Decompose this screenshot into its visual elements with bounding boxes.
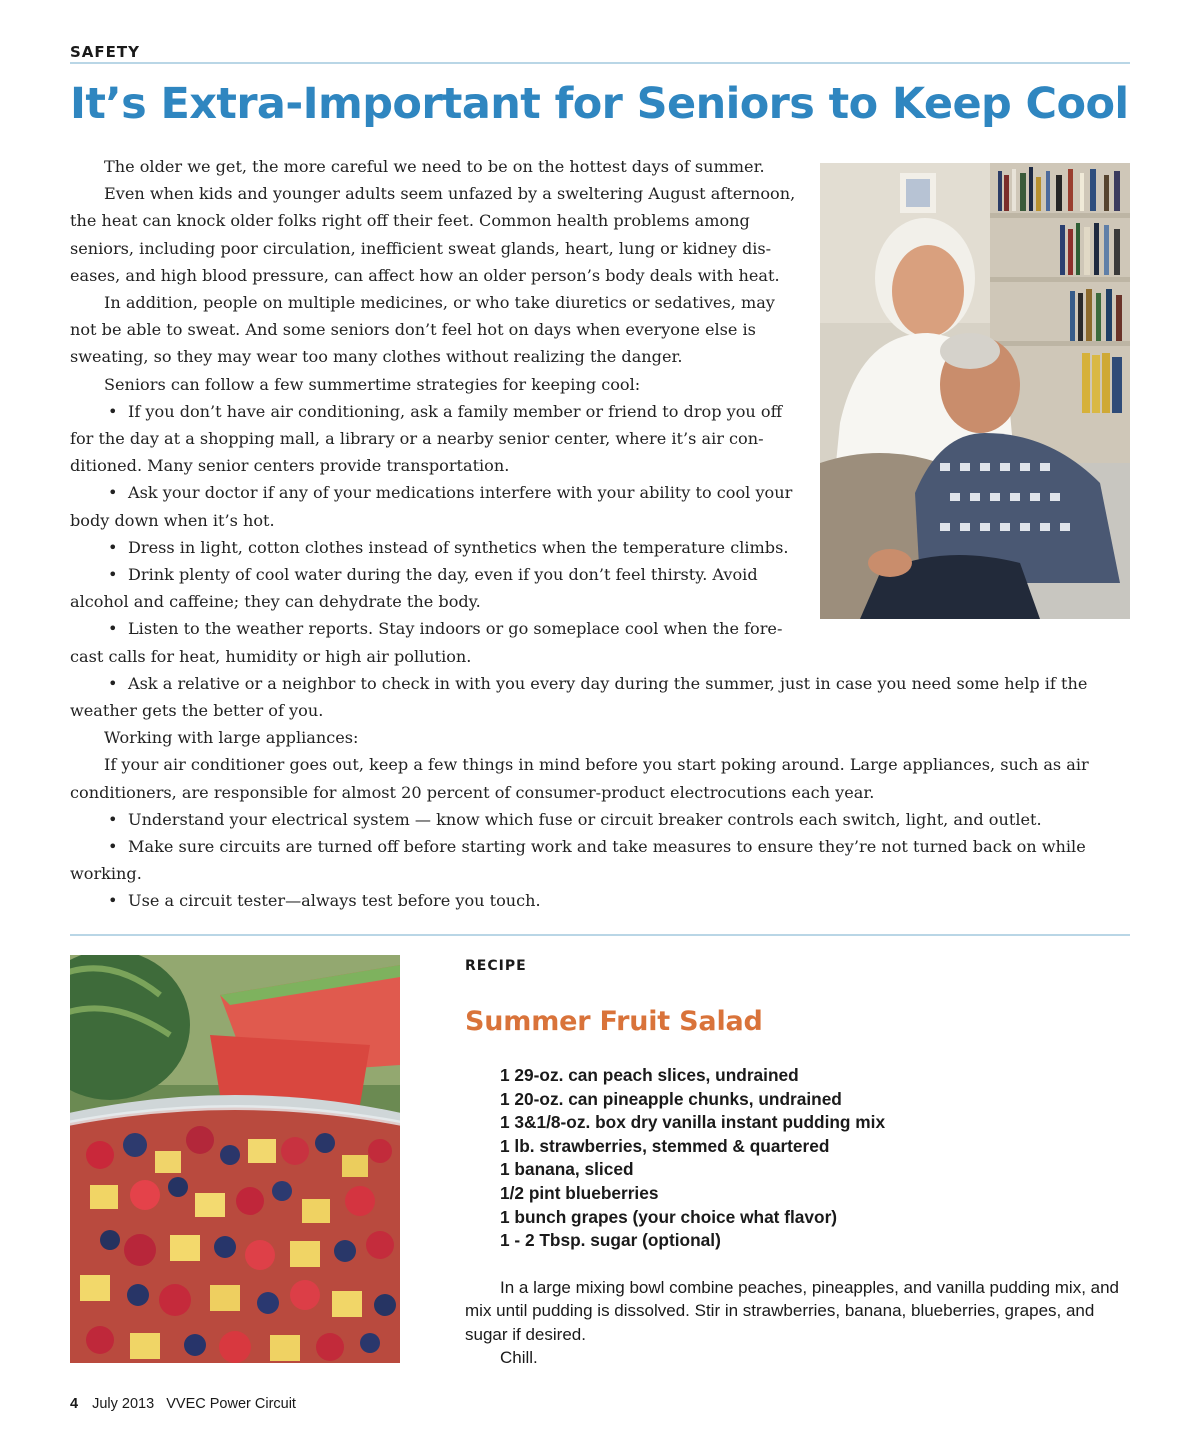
ingredient-item: 1 29-oz. can peach slices, undrained bbox=[500, 1065, 799, 1085]
bullet-text: Dress in light, cotton clothes instead of synthetics when the temperature climbs. bbox=[128, 537, 789, 557]
section-label-recipe: RECIPE bbox=[465, 958, 527, 974]
article-bullet bbox=[70, 833, 1130, 887]
bullet-text: Understand your electrical system — know which fuse or circuit breaker controls each switch, light, and outlet. bbox=[128, 809, 1042, 829]
bullet-marker: • bbox=[108, 837, 118, 857]
article-bullet bbox=[70, 887, 1130, 914]
photo-fruit-salad bbox=[70, 955, 400, 1363]
bullet-marker: • bbox=[108, 565, 118, 585]
article-paragraph: Even when kids and younger adults seem unfazed by a sweltering August afternoon, the heat can knock older folks right off their feet. Common health problems among seniors, including poor circulation, inefficient sweat glands, heart, lung or kidney diseases, and high blood pressure, can affect how an older person’s body deals with heat. bbox=[70, 184, 796, 285]
bullet-text: Listen to the weather reports. Stay indoors or go someplace cool when the forecast calls for heat, humidity or high air pollution. bbox=[70, 619, 783, 666]
ingredient-item: 1 banana, sliced bbox=[500, 1159, 634, 1180]
ingredient-item: 1 3&1/8-oz. box dry vanilla instant pudding mix bbox=[500, 1112, 886, 1133]
bullet-marker: • bbox=[108, 891, 118, 911]
section-label-safety: SAFETY bbox=[70, 43, 140, 61]
bullet-text: Drink plenty of cool water during the day, even if you don’t feel thirsty. Avoid alcohol and caffeine; they can dehydrate the body. bbox=[70, 565, 758, 612]
article-paragraph: If your air conditioner goes out, keep a few things in mind before you start poking around. Large appliances, such as air conditioners, are responsible for almost 20 percent of consumer-product electrocutions each year. bbox=[70, 755, 1089, 802]
article-body bbox=[70, 153, 1130, 915]
bullet-marker: • bbox=[108, 483, 118, 503]
bullet-text: Ask a relative or a neighbor to check in with you every day during the summer, just in case you need some help if the weather gets the better of you. bbox=[70, 673, 1088, 721]
photo-senior-couple bbox=[820, 163, 1130, 619]
article-bullet bbox=[70, 806, 1130, 833]
ingredient-item: 1 20-oz. can pineapple chunks, undrained bbox=[500, 1088, 842, 1109]
article-headline: It’s Extra-Important for Seniors to Keep Cool bbox=[70, 79, 1129, 129]
bullet-marker: • bbox=[108, 537, 118, 557]
fruit-salad-image bbox=[70, 955, 400, 1363]
issue-info: July 2013 VVEC Power Circuit bbox=[92, 1396, 296, 1412]
article-paragraph: In addition, people on multiple medicines, or who take diuretics or sedatives, may not be able to sweat. And some seniors don’t feel hot on days when everyone else is sweating, so they may wear too many clothes without realizing the danger. bbox=[70, 293, 775, 367]
bullet-text: Use a circuit tester—always test before you touch. bbox=[128, 891, 541, 911]
article-bullet bbox=[70, 615, 1130, 669]
ingredients-list bbox=[500, 1064, 885, 1253]
ingredient-item: 1 - 2 Tbsp. sugar (optional) bbox=[500, 1230, 721, 1251]
article-paragraph: Seniors can follow a few summertime strategies for keeping cool: bbox=[104, 374, 641, 394]
direction-paragraph: In a large mixing bowl combine peaches, pineapples, and vanilla pudding mix, and mix until pudding is dissolved. Stir in strawberries, banana, blueberries, grapes, and sugar if desired. bbox=[465, 1278, 1119, 1344]
bullet-marker: • bbox=[108, 673, 118, 693]
recipe-title: Summer Fruit Salad bbox=[465, 1006, 763, 1037]
bullet-text: Make sure circuits are turned off before starting work and take measures to ensure they’re not turned back on while working. bbox=[70, 837, 1086, 884]
bullet-text: Ask your doctor if any of your medications interfere with your ability to cool your body down when it’s hot. bbox=[70, 483, 793, 530]
page-number: 4 bbox=[70, 1396, 79, 1412]
ingredient-item: 1 lb. strawberries, stemmed & quartered bbox=[500, 1135, 830, 1156]
ingredient-item: 1/2 pint blueberries bbox=[500, 1182, 659, 1203]
bullet-marker: • bbox=[108, 619, 118, 639]
direction-paragraph: Chill. bbox=[500, 1347, 538, 1367]
bullet-marker: • bbox=[108, 809, 118, 829]
page-footer bbox=[70, 1396, 296, 1412]
senior-couple-image bbox=[820, 163, 1130, 619]
recipe-directions bbox=[465, 1276, 1133, 1369]
top-divider bbox=[70, 62, 1130, 64]
article-paragraph: The older we get, the more careful we need to be on the hottest days of summer. bbox=[104, 157, 765, 176]
middle-divider bbox=[70, 934, 1130, 936]
bullet-text: If you don’t have air conditioning, ask a family member or friend to drop you off for the day at a shopping mall, a library or a nearby senior center, where it’s air conditioned. Many senior centers provide transportation. bbox=[70, 401, 783, 476]
ingredient-item: 1 bunch grapes (your choice what flavor) bbox=[500, 1206, 838, 1227]
bullet-marker: • bbox=[108, 401, 118, 421]
article-paragraph: Working with large appliances: bbox=[104, 728, 359, 748]
article-bullet bbox=[70, 670, 1130, 724]
